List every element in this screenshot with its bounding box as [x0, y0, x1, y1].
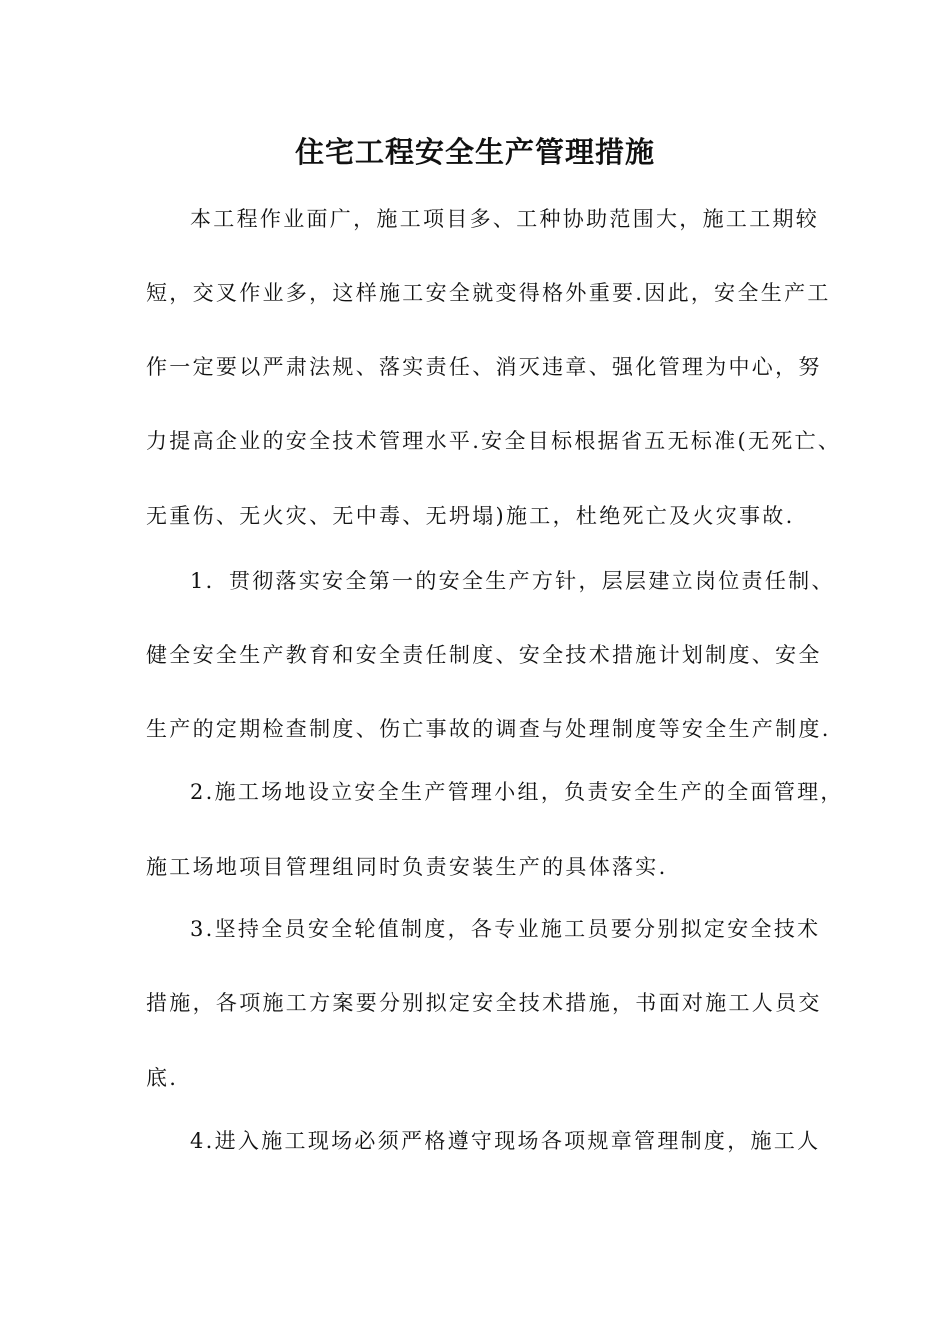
item-1-line-1: 1．贯彻落实安全第一的安全生产方针，层层建立岗位责任制、: [190, 569, 835, 593]
item-3-line-1: 3.坚持全员安全轮值制度，各专业施工员要分别拟定安全技术: [190, 917, 821, 941]
item-4-line-1: 4.进入施工现场必须严格遵守现场各项规章管理制度，施工人: [190, 1129, 821, 1153]
paragraph-intro-line-1: 本工程作业面广，施工项目多、工种协助范围大，施工工期较: [190, 207, 820, 231]
item-1-line-2: 健全安全生产教育和安全责任制度、安全技术措施计划制度、安全: [146, 643, 822, 667]
paragraph-intro-line-4: 力提高企业的安全技术管理水平.安全目标根据省五无标准(无死亡、: [146, 429, 842, 453]
document-title: 住宅工程安全生产管理措施: [294, 135, 655, 169]
paragraph-intro-line-5: 无重伤、无火灾、无中毒、无坍塌)施工，杜绝死亡及火灾事故.: [146, 504, 795, 528]
item-2-line-2: 施工场地项目管理组同时负责安装生产的具体落实.: [146, 855, 668, 879]
item-3-line-2: 措施，各项施工方案要分别拟定安全技术措施，书面对施工人员交: [146, 991, 822, 1015]
item-1-line-3: 生产的定期检查制度、伤亡事故的调查与处理制度等安全生产制度.: [146, 717, 831, 741]
item-2-line-1: 2.施工场地设立安全生产管理小组，负责安全生产的全面管理，: [190, 780, 844, 804]
item-3-line-3: 底.: [146, 1066, 179, 1090]
paragraph-intro-line-2: 短，交叉作业多，这样施工安全就变得格外重要.因此，安全生产工: [146, 281, 831, 305]
paragraph-intro-line-3: 作一定要以严肃法规、落实责任、消灭违章、强化管理为中心，努: [146, 355, 822, 379]
